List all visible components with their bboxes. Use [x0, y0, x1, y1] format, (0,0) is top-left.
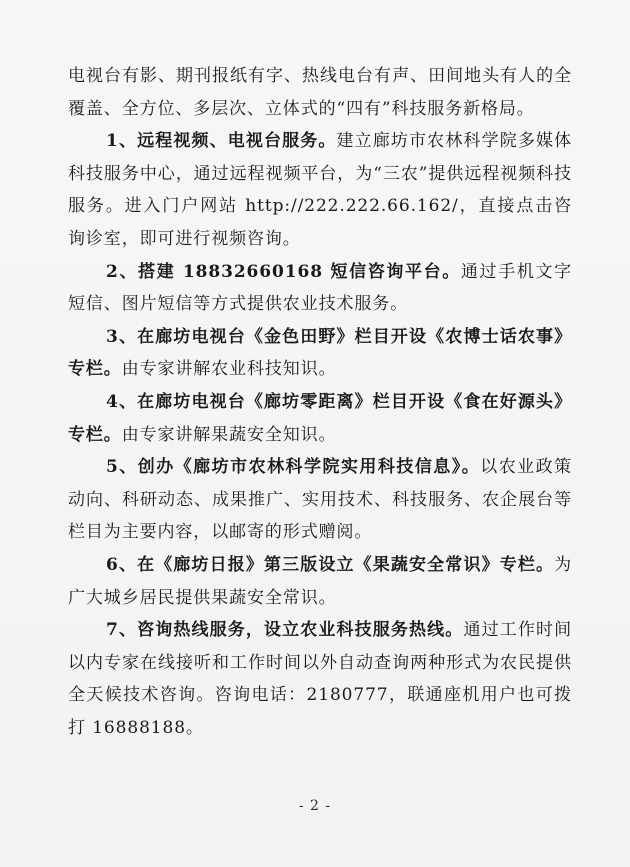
item-5-body: 以农业政策动向、科研动态、成果推广、实用技术、科技服务、农企展台等栏目为主要内容，以邮寄的形式赠阅。 [68, 457, 573, 543]
intro-text: 电视台有影、期刊报纸有字、热线电台有声、田间地头有人的全覆盖、全方位、多层次、立体式的“四有”科技服务新格局。 [68, 66, 572, 119]
item-7-body: 通过工作时间以内专家在线接听和工作时间以外自动查询两种形式为农民提供全天候技术咨询。咨询电话：2180777，联通座机用户也可拨打 16888188。 [68, 620, 573, 738]
item-2-paragraph [68, 256, 572, 321]
item-1-heading: 1、远程视频、电视台服务。 [106, 131, 337, 152]
item-5-paragraph [68, 451, 572, 549]
item-3-body: 由专家讲解农业科技知识。 [121, 359, 337, 380]
intro-paragraph [68, 60, 572, 125]
item-6-heading: 6、在《廊坊日报》第三版设立《果蔬安全常识》专栏。 [106, 554, 555, 575]
item-7-paragraph [68, 614, 572, 744]
page-number: - 2 - [298, 798, 332, 814]
item-4-body: 由专家讲解果蔬安全知识。 [121, 424, 337, 445]
item-6-paragraph [68, 549, 572, 614]
item-2-heading: 2、搭建 18832660168 短信咨询平台。 [106, 261, 461, 282]
document-body [68, 60, 572, 744]
item-1-body: 建立廊坊市农林科学院多媒体科技服务中心，通过远程视频平台，为“三农”提供远程视频科技服务。进入门户网站 http://222.222.66.162/，直接点击咨询诊室，即可进行视频咨询。 [68, 131, 572, 249]
item-1-paragraph [68, 125, 572, 255]
item-7-heading: 7、咨询热线服务，设立农业科技服务热线。 [106, 620, 464, 641]
item-6-body: 为广大城乡居民提供果蔬安全常识。 [68, 554, 572, 608]
item-3-heading: 3、在廊坊电视台《金色田野》栏目开设《农博士话农事》专栏。 [68, 326, 572, 380]
item-5-heading: 5、创办《廊坊市农林科学院实用科技信息》。 [106, 457, 481, 478]
item-4-paragraph [68, 386, 572, 451]
item-3-paragraph [68, 321, 572, 386]
item-4-heading: 4、在廊坊电视台《廊坊零距离》栏目开设《食在好源头》专栏。 [68, 391, 572, 445]
item-2-body: 通过手机文字短信、图片短信等方式提供农业技术服务。 [68, 261, 572, 315]
